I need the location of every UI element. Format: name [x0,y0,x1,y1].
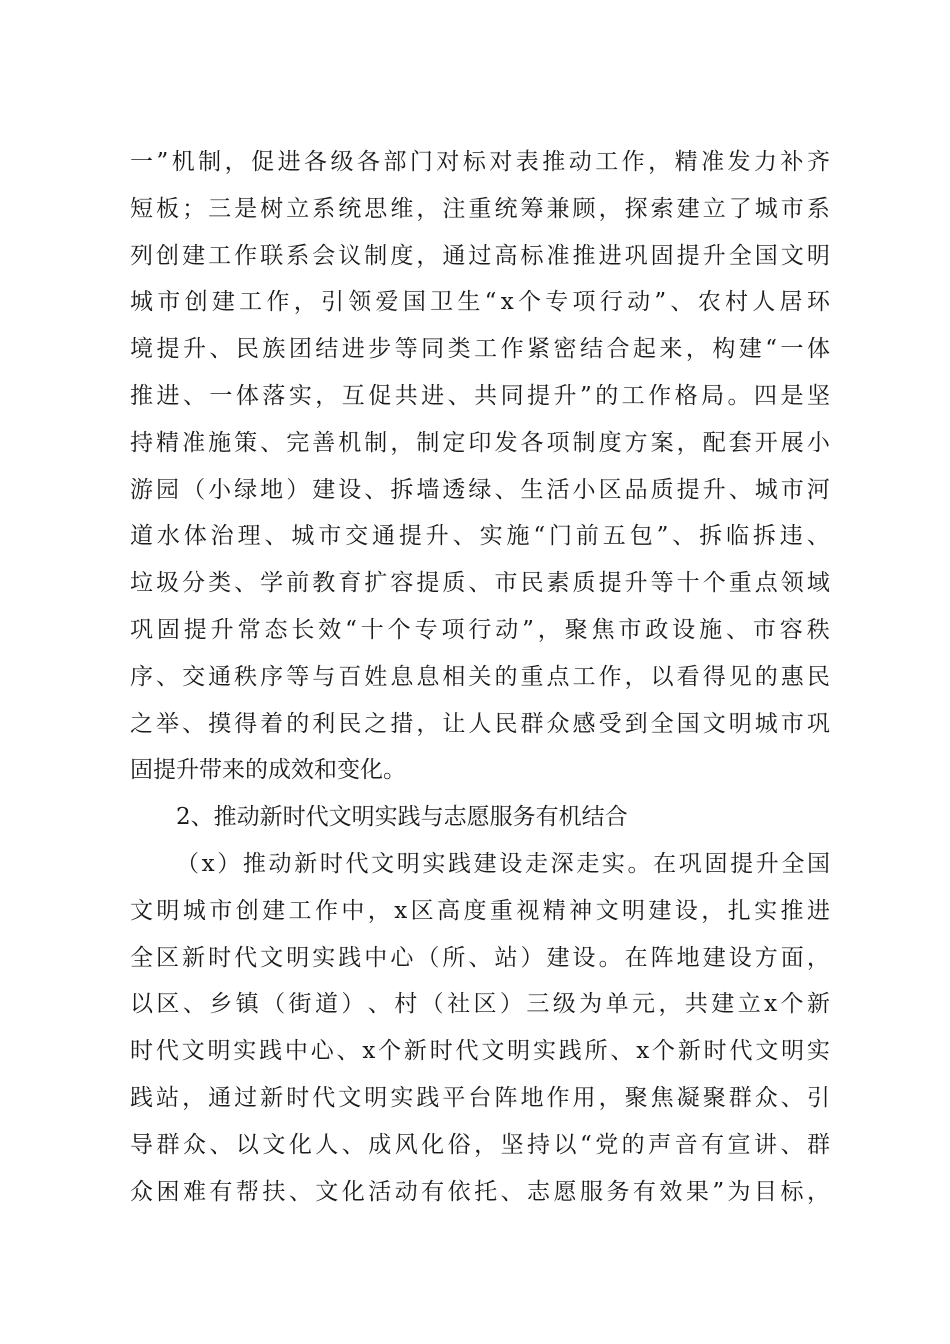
text-line: 固提升带来的成效和变化。 [130,757,406,784]
text-line: 时 代 文 明 实 践 中 心 、 x 个 新 时 代 文 明 实 践 所 、 x 个 新 时 代 文 明 实 [130,1038,830,1065]
text-line: 之 举 、 摸 得 着 的 利 民 之 措 ， 让 人 民 群 众 感 受 到 全 国 文 明 城 市 巩 [130,710,830,737]
text-line: 巩 固 提 升 常 态 长 效 “ 十 个 专 项 行 动 ” ， 聚 焦 市 政 设 施 、 市 容 秩 [130,616,830,643]
text-line: 一 ” 机 制 ， 促 进 各 级 各 部 门 对 标 对 表 推 动 工 作 ， 精 准 发 力 补 齐 [130,149,830,175]
text-line: 以 区 、 乡 镇 （ 街 道 ） 、 村 （ 社 区 ） 三 级 为 单 元 ， 共 建 立 x 个 新 [130,991,830,1018]
text-line: 短 板 ； 三 是 树 立 系 统 思 维 ， 注 重 统 筹 兼 顾 ， 探 索 建 立 了 城 市 系 [130,195,830,222]
text-line: 众 困 难 有 帮 扶 、 文 化 活 动 有 依 托 、 志 愿 服 务 有 效 果 ” 为 目 标 ， [130,1178,830,1205]
text-line: 游 园 （ 小 绿 地 ） 建 设 、 拆 墙 透 绿 、 生 活 小 区 品 质 提 升 、 城 市 河 [130,476,830,503]
text-line: 2、推动新时代文明实践与志愿服务有机结合 [176,804,628,831]
text-line: （ x ） 推 动 新 时 代 文 明 实 践 建 设 走 深 走 实 。 在 巩 固 提 升 全 国 [176,850,830,877]
text-line: 文 明 城 市 创 建 工 作 中 ， x 区 高 度 重 视 精 神 文 明 建 设 ， 扎 实 推 进 [130,897,830,924]
text-line: 道 水 体 治 理 、 城 市 交 通 提 升 、 实 施 “ 门 前 五 包 ” 、 拆 临 拆 违 、 [130,523,830,550]
text-line: 序 、 交 通 秩 序 等 与 百 姓 息 息 相 关 的 重 点 工 作 ， 以 看 得 见 的 惠 民 [130,663,830,690]
text-line: 列 创 建 工 作 联 系 会 议 制 度 ， 通 过 高 标 准 推 进 巩 固 提 升 全 国 文 明 [130,242,830,269]
text-line: 境 提 升 、 民 族 团 结 进 步 等 同 类 工 作 紧 密 结 合 起 来 ， 构 建 “ 一 体 [130,336,830,363]
text-line: 导 群 众 、 以 文 化 人 、 成 风 化 俗 ， 坚 持 以 “ 党 的 声 音 有 宣 讲 、 群 [130,1131,830,1158]
text-line: 垃 圾 分 类 、 学 前 教 育 扩 容 提 质 、 市 民 素 质 提 升 等 十 个 重 点 领 域 [130,570,830,597]
text-line: 践 站 ， 通 过 新 时 代 文 明 实 践 平 台 阵 地 作 用 ， 聚 焦 凝 聚 群 众 、 引 [130,1084,830,1111]
text-line: 持 精 准 施 策 、 完 善 机 制 ， 制 定 印 发 各 项 制 度 方 案 ， 配 套 开 展 小 [130,429,830,456]
text-line: 全 区 新 时 代 文 明 实 践 中 心 （ 所 、 站 ） 建 设 。 在 阵 地 建 设 方 面 ， [130,944,830,971]
text-line: 城 市 创 建 工 作 ， 引 领 爱 国 卫 生 “ x 个 专 项 行 动 ” 、 农 村 人 居 环 [130,289,830,316]
text-line: 推 进 、 一 体 落 实 ， 互 促 共 进 、 共 同 提 升 ” 的 工 作 格 局 。 四 是 坚 [130,382,830,409]
body-text [130,139,830,1215]
